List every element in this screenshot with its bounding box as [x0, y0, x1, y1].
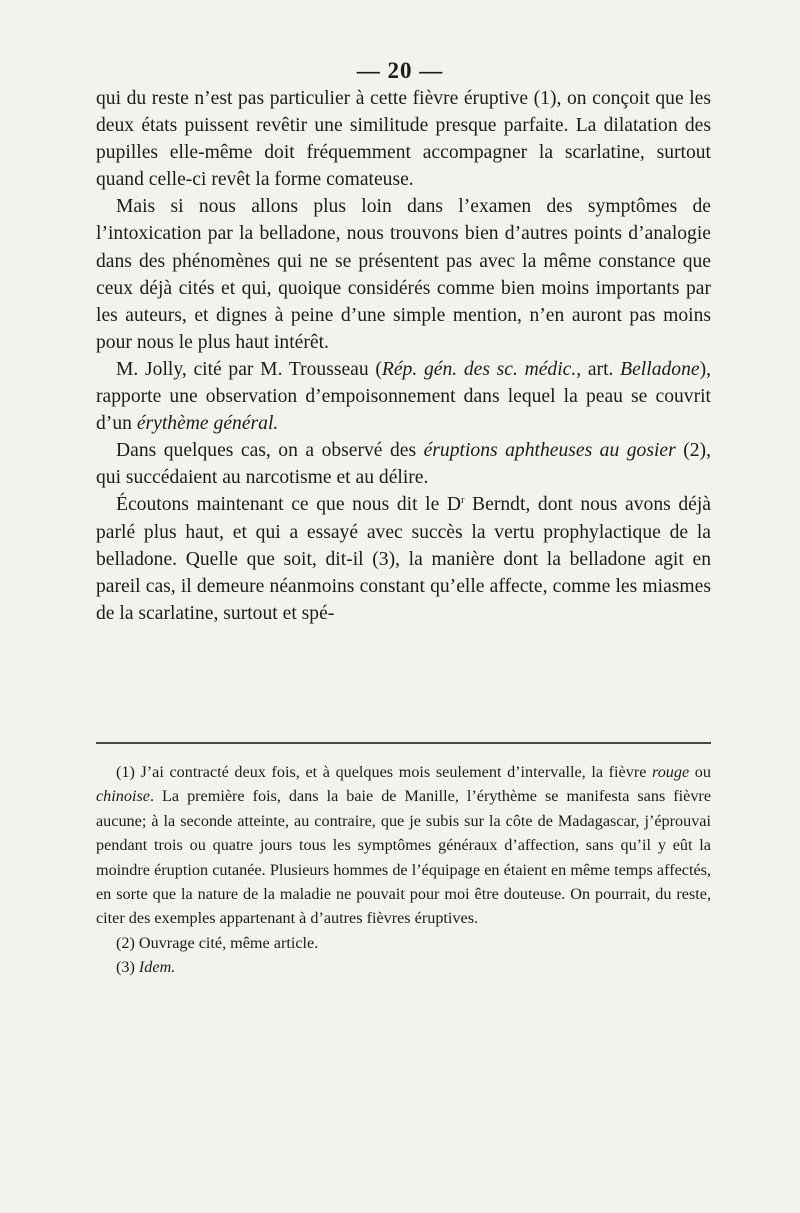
- main-text-body: [96, 85, 711, 627]
- footnotes-section: [96, 760, 711, 980]
- italic-text: Idem.: [138, 958, 176, 977]
- footnote-1: [96, 760, 711, 931]
- paragraph-5: [96, 491, 711, 626]
- text-run: ), rapporte une observation d’empoisonnement dans lequel la peau se couvrit d’un: [96, 358, 712, 435]
- paragraph-1: [96, 85, 711, 193]
- text-run: (1) J’ai contracté deux fois, et à quelques mois seulement d’intervalle, la fièvre: [116, 763, 653, 781]
- italic-text: Rép. gén. des sc. médic.: [381, 358, 577, 380]
- text-run: (3): [116, 958, 139, 977]
- text-run: Mais si nous allons plus loin dans l’examen des symptômes de l’intoxication par la belladone, nous trouvons bien d’autres points d’analogie dans des phénomènes qui ne se présentent pas avec la même constance que ceux déjà cités et qui, quoique considérés comme bien moins importants par les auteurs, et dignes à peine d’une simple mention, n’en auront pas moins pour nous le plus haut intérêt.: [96, 196, 711, 353]
- text-run: (2), qui succédaient au narcotisme et au délire.: [96, 440, 711, 489]
- text-run: qui du reste n’est pas particulier à cette fièvre éruptive (1), on conçoit que les deux états puissent revêtir une similitude presque parfaite. La dilatation des pupilles elle-même doit fréquemment accompagner la scarlatine, surtout quand celle-ci revêt la forme comateuse.: [96, 88, 711, 191]
- footnote-separator: [96, 742, 711, 744]
- italic-text: Belladone: [620, 358, 700, 380]
- paragraph-4: [96, 437, 711, 491]
- italic-text: érythème général.: [136, 413, 279, 435]
- footnote-3: [96, 955, 711, 979]
- text-run: . La première fois, dans la baie de Manille, l’érythème se manifesta sans fièvre aucune; à la seconde atteinte, au contraire, que je subis sur la côte de Madagascar, j’éprouvai pendant trois ou quatre jours tous les symptômes généraux d’affection, sans qu’il y eût la moindre éruption cutanée. Plusieurs hommes de l’équipage en étaient en même temps affectés, en sorte que la nature de la maladie ne pouvait pour moi être douteuse. On pourrait, du reste, citer des exemples appartenant à d’autres fièvres éruptives.: [96, 787, 711, 928]
- page-number: — 20 —: [356, 58, 444, 83]
- text-run: Dans quelques cas, on a observé des: [116, 440, 424, 462]
- text-run: Écoutons maintenant ce que nous dit le D: [116, 494, 462, 516]
- superscript: r: [461, 495, 465, 507]
- italic-text: éruptions aphtheuses au gosier: [423, 440, 676, 462]
- text-run: ou: [689, 763, 711, 781]
- paragraph-3: [96, 356, 711, 437]
- text-run: M. Jolly, cité par M. Trousseau (: [116, 358, 382, 380]
- footnote-2: [96, 931, 711, 955]
- text-run: , art.: [576, 358, 621, 380]
- italic-text: rouge: [652, 763, 690, 781]
- paragraph-2: [96, 193, 711, 356]
- text-run: (2) Ouvrage cité, même article.: [116, 933, 319, 952]
- italic-text: chinoise: [96, 787, 150, 806]
- text-run: Berndt, dont nous avons déjà parlé plus haut, et qui a essayé avec succès la vertu prophylactique de la belladone. Quelle que soit, dit-il (3), la manière dont la belladone agit en pareil cas, il demeure néanmoins constant qu’elle affecte, comme les miasmes de la scarlatine, surtout et spé-: [96, 494, 712, 624]
